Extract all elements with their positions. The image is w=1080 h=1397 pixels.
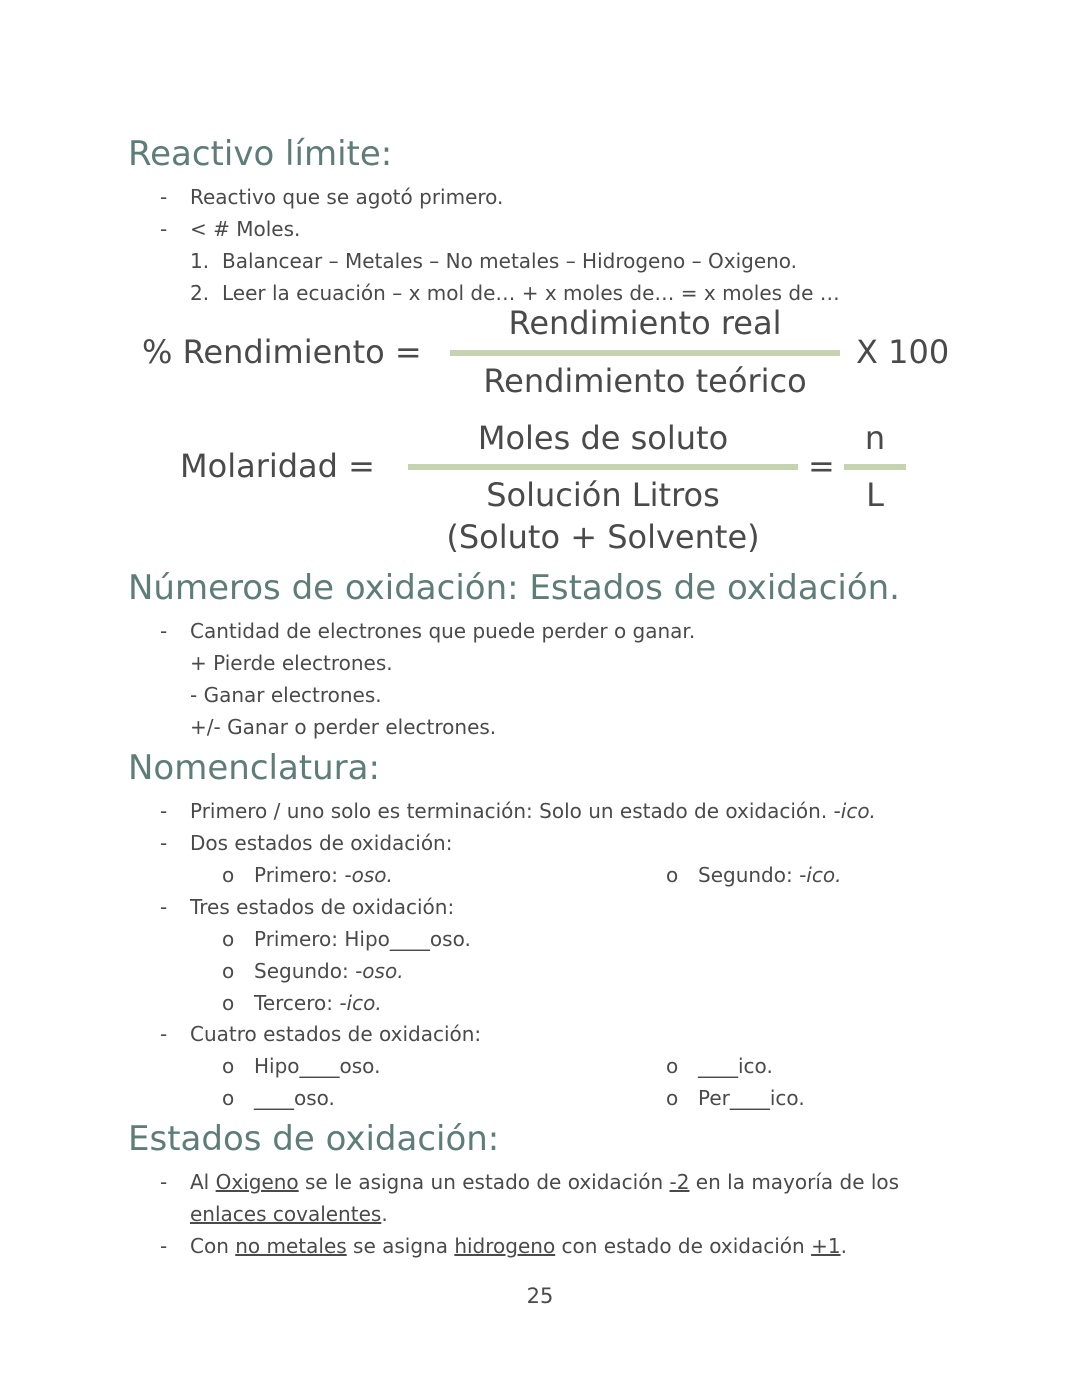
- dash-bullet: -: [160, 619, 168, 643]
- estados-line-1: Al Oxigeno se le asigna un estado de oxidación -2 en la mayoría de los: [190, 1170, 900, 1194]
- cuatro-estados-4: Per____ico.: [698, 1086, 805, 1110]
- reactivo-line-1: Reactivo que se agotó primero.: [190, 185, 504, 209]
- numeros-line-2: + Pierde electrones.: [190, 651, 393, 675]
- tres-estados-segundo: Segundo: -oso.: [254, 959, 404, 983]
- dash-bullet: -: [160, 895, 168, 919]
- circle-bullet: o: [222, 863, 235, 887]
- molaridad-denominator-note: (Soluto + Solvente): [446, 518, 760, 556]
- circle-bullet: o: [666, 863, 679, 887]
- heading-numeros-oxidacion: Números de oxidación: Estados de oxidación.: [128, 568, 900, 608]
- circle-bullet: o: [666, 1054, 679, 1078]
- circle-bullet: o: [666, 1086, 679, 1110]
- dash-bullet: -: [160, 799, 168, 823]
- numeros-line-4: +/- Ganar o perder electrones.: [190, 715, 497, 739]
- rendimiento-numerator: Rendimiento real: [508, 304, 782, 342]
- molaridad-l: L: [866, 476, 884, 514]
- molaridad-n: n: [864, 419, 886, 457]
- circle-bullet: o: [222, 1054, 235, 1078]
- molaridad-denominator: Solución Litros: [486, 476, 720, 514]
- dash-bullet: -: [160, 185, 168, 209]
- circle-bullet: o: [222, 991, 235, 1015]
- rendimiento-multiplier: X 100: [856, 333, 950, 371]
- rendimiento-denominator: Rendimiento teórico: [483, 362, 807, 400]
- molaridad-numerator: Moles de soluto: [477, 419, 729, 457]
- numbered-marker-2: 2.: [190, 281, 210, 305]
- nomenclatura-line-1: Primero / uno solo es terminación: Solo un estado de oxidación. -ico.: [190, 799, 876, 823]
- circle-bullet: o: [222, 1086, 235, 1110]
- reactivo-step-2: Leer la ecuación – x mol de… + x moles de… = x moles de …: [222, 281, 840, 305]
- cuatro-estados-2: ____ico.: [698, 1054, 773, 1078]
- circle-bullet: o: [222, 959, 235, 983]
- rendimiento-fraction-bar: [450, 350, 840, 356]
- heading-estados-oxidacion: Estados de oxidación:: [128, 1119, 500, 1159]
- rendimiento-lhs: % Rendimiento =: [142, 333, 422, 371]
- dash-bullet: -: [160, 1234, 168, 1258]
- reactivo-line-2: < # Moles.: [190, 217, 301, 241]
- numeros-line-3: - Ganar electrones.: [190, 683, 382, 707]
- cuatro-estados-3: ____oso.: [254, 1086, 335, 1110]
- page-number: 25: [526, 1284, 554, 1308]
- nomenclatura-line-4: Cuatro estados de oxidación:: [190, 1022, 482, 1046]
- molaridad-equals: =: [808, 447, 835, 485]
- tres-estados-primero: Primero: Hipo____oso.: [254, 927, 471, 951]
- estados-line-1-cont: enlaces covalentes.: [190, 1202, 388, 1226]
- numbered-marker-1: 1.: [190, 249, 210, 273]
- estados-line-2: Con no metales se asigna hidrogeno con estado de oxidación +1.: [190, 1234, 847, 1258]
- dash-bullet: -: [160, 831, 168, 855]
- molaridad-fraction-bar: [408, 464, 798, 470]
- heading-reactivo-limite: Reactivo límite:: [128, 134, 393, 174]
- tres-estados-tercero: Tercero: -ico.: [254, 991, 382, 1015]
- circle-bullet: o: [222, 927, 235, 951]
- heading-nomenclatura: Nomenclatura:: [128, 748, 380, 788]
- molaridad-lhs: Molaridad =: [180, 447, 375, 485]
- cuatro-estados-1: Hipo____oso.: [254, 1054, 381, 1078]
- molaridad-nl-fraction-bar: [844, 464, 906, 470]
- dos-estados-segundo: Segundo: -ico.: [698, 863, 842, 887]
- dos-estados-primero: Primero: -oso.: [254, 863, 393, 887]
- dash-bullet: -: [160, 217, 168, 241]
- nomenclatura-line-3: Tres estados de oxidación:: [190, 895, 455, 919]
- numeros-line-1: Cantidad de electrones que puede perder o ganar.: [190, 619, 696, 643]
- dash-bullet: -: [160, 1022, 168, 1046]
- nomenclatura-line-2: Dos estados de oxidación:: [190, 831, 453, 855]
- dash-bullet: -: [160, 1170, 168, 1194]
- reactivo-step-1: Balancear – Metales – No metales – Hidrogeno – Oxigeno.: [222, 249, 798, 273]
